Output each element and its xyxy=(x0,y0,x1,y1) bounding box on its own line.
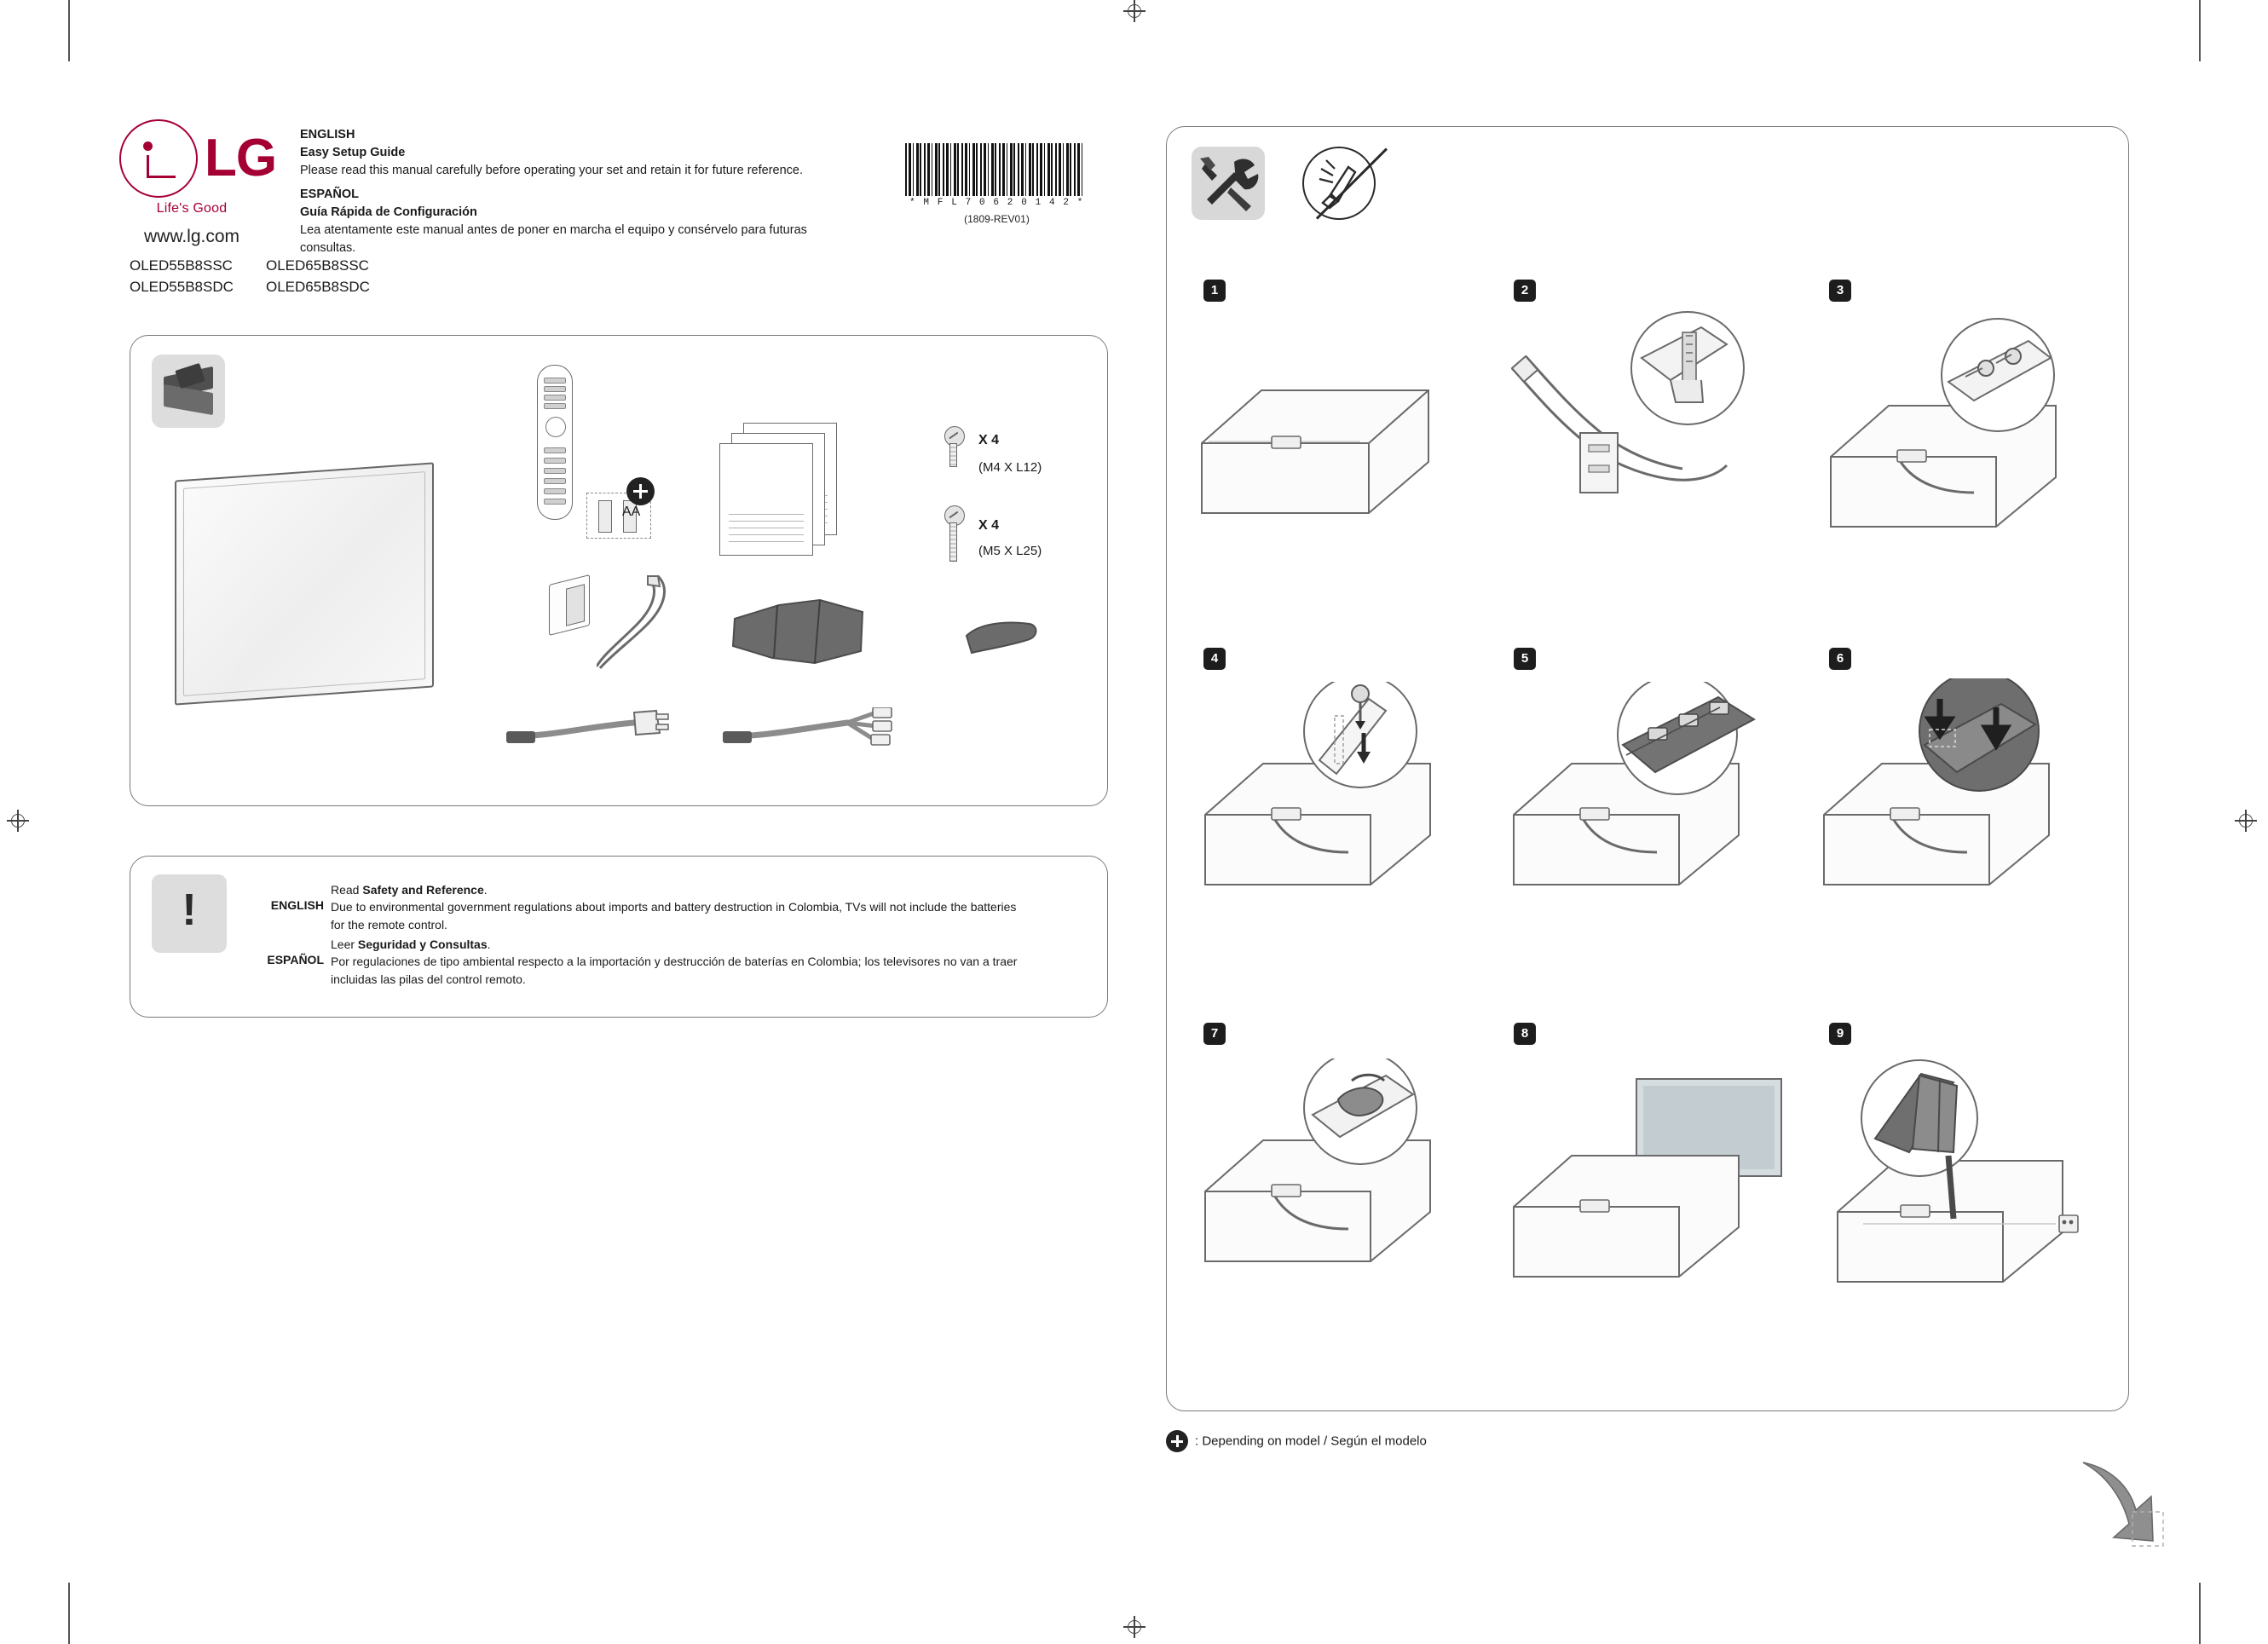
plus-icon xyxy=(1166,1430,1188,1452)
screw-m5-qty: X 4 xyxy=(978,518,1000,533)
notice-en-prefix: Read xyxy=(331,883,363,897)
crop-mark-top-right-v xyxy=(2199,0,2201,61)
notice-spanish-label: ESPAÑOL xyxy=(267,953,324,966)
lg-logo-block xyxy=(119,119,277,247)
intro-text-block xyxy=(300,126,845,257)
step-badge-7: 7 xyxy=(1203,1023,1226,1045)
step-badge-1: 1 xyxy=(1203,280,1226,302)
registration-mark-top xyxy=(1123,0,1146,22)
step-7-illustration xyxy=(1193,1059,1474,1280)
barcode-block xyxy=(905,143,1088,225)
english-description: Please read this manual carefully before operating your set and retain it for future reference. xyxy=(300,164,803,178)
screw-m5-spec: (M5 X L25) xyxy=(978,544,1042,558)
stand-bracket-part xyxy=(566,584,585,626)
tv-panel-illustration xyxy=(175,462,434,705)
lg-wordmark: LG xyxy=(205,129,277,187)
step-2-illustration xyxy=(1500,307,1781,545)
step-5-illustration xyxy=(1502,682,1792,903)
step-1-illustration xyxy=(1193,341,1449,528)
battery-label: AA xyxy=(622,505,641,519)
manual-booklet xyxy=(719,443,813,556)
notice-english-label: ENGLISH xyxy=(270,898,324,912)
notice-en-body: Due to environmental government regulations about imports and battery destruction in Colombia, TVs will not include the batteries for the remote control. xyxy=(331,900,1017,932)
notice-spanish-text xyxy=(331,936,1021,988)
model-item: OLED65B8SSC xyxy=(266,257,369,274)
step-badge-3: 3 xyxy=(1829,280,1851,302)
model-item: OLED55B8SDC xyxy=(130,278,234,295)
crop-mark-bottom-right-v xyxy=(2199,1583,2201,1644)
step-6-illustration xyxy=(1812,678,2102,903)
package-icon xyxy=(152,355,225,428)
no-spray-prohibited-icon xyxy=(1302,147,1376,220)
spanish-description: Lea atentamente este manual antes de poner en marcha el equipo y consérvelo para futuras consultas. xyxy=(300,223,807,256)
plus-icon xyxy=(626,477,655,505)
notice-es-prefix: Leer xyxy=(331,937,358,951)
model-item: OLED55B8SSC xyxy=(130,257,233,274)
step-9-illustration xyxy=(1812,1057,2106,1287)
lg-website: www.lg.com xyxy=(143,227,240,246)
english-title: Easy Setup Guide xyxy=(300,146,406,160)
registration-mark-right xyxy=(2235,810,2257,832)
tools-icon xyxy=(1192,147,1265,220)
footnote-text: : Depending on model / Según el modelo xyxy=(1195,1433,1427,1449)
english-language-label: ENGLISH xyxy=(300,128,355,141)
step-8-illustration xyxy=(1502,1057,1792,1287)
barcode-image xyxy=(905,143,1084,196)
footnote xyxy=(1166,1430,1427,1452)
notice-es-bold: Seguridad y Consultas xyxy=(357,937,488,951)
stand-leg-part xyxy=(597,573,673,675)
model-list xyxy=(130,256,402,297)
model-item: OLED65B8SDC xyxy=(266,278,370,295)
step-3-illustration xyxy=(1815,315,2097,545)
notice-english-text xyxy=(331,881,1021,933)
registration-mark-left xyxy=(7,810,29,832)
lg-tagline: Life's Good xyxy=(156,201,228,216)
notice-en-bold: Safety and Reference xyxy=(362,883,484,897)
barcode-number: * M F L 7 0 6 2 0 1 4 2 * xyxy=(909,198,1085,208)
crop-mark-bottom-left-v xyxy=(68,1583,70,1644)
lg-face-logo-icon xyxy=(119,119,198,198)
av-cable xyxy=(723,707,893,757)
power-cable xyxy=(506,707,677,748)
notice-en-suffix: . xyxy=(483,883,488,897)
crop-mark-top-left-v xyxy=(68,0,70,61)
page-turn-arrow-icon xyxy=(2080,1459,2165,1553)
revision-code: (1809-REV01) xyxy=(964,213,1030,225)
magic-remote-illustration xyxy=(537,365,573,520)
exclamation-mark: ! xyxy=(182,885,197,935)
step-badge-4: 4 xyxy=(1203,648,1226,670)
notice-es-body: Por regulaciones de tipo ambiental respecto a la importación y destrucción de baterías en Colombia; los televisores no van a traer incluidas las pilas del control remoto. xyxy=(331,955,1018,986)
step-badge-2: 2 xyxy=(1514,280,1536,302)
screw-m4-qty: X 4 xyxy=(978,433,1000,447)
step-4-illustration xyxy=(1193,682,1474,903)
cable-clip-part xyxy=(963,619,1040,658)
spanish-language-label: ESPAÑOL xyxy=(300,187,360,202)
step-badge-6: 6 xyxy=(1829,648,1851,670)
step-badge-8: 8 xyxy=(1514,1023,1536,1045)
step-badge-5: 5 xyxy=(1514,648,1536,670)
spanish-title: Guía Rápida de Configuración xyxy=(300,205,477,220)
warning-icon xyxy=(152,874,227,953)
cable-holder-part xyxy=(726,590,871,672)
screw-m4-spec: (M4 X L12) xyxy=(978,460,1042,475)
notice-es-suffix: . xyxy=(487,937,491,951)
registration-mark-bottom xyxy=(1123,1616,1146,1638)
step-badge-9: 9 xyxy=(1829,1023,1851,1045)
